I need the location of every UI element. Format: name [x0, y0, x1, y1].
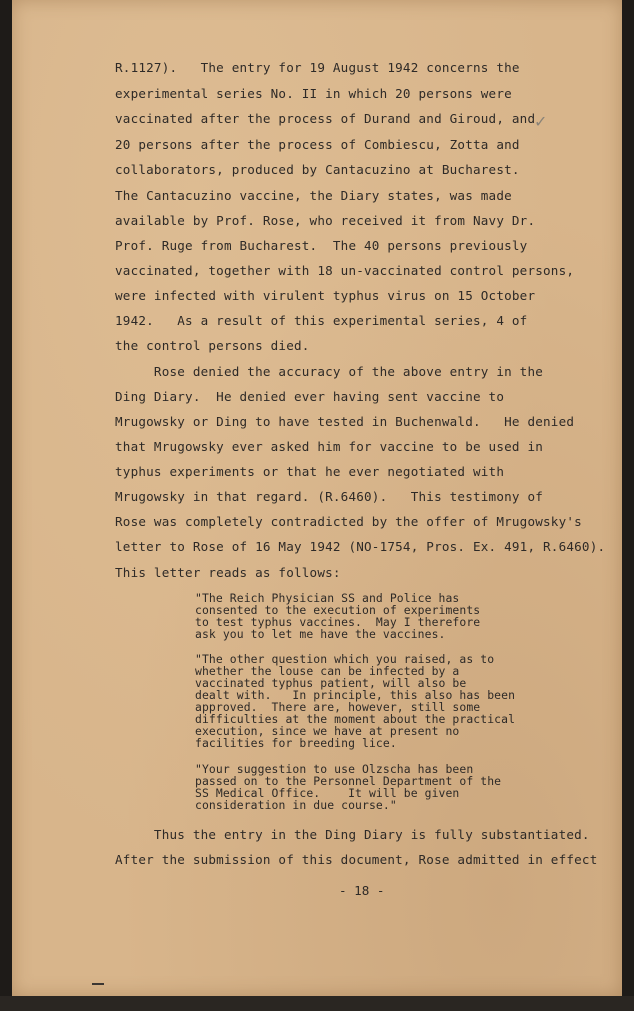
quote-line: vaccinated typhus patient, will also be [195, 676, 467, 690]
scan-border [0, 996, 634, 1011]
paragraph-line: This letter reads as follows: [115, 565, 341, 580]
quote-line: execution, since we have at present no [195, 724, 460, 738]
paragraph-line: Mrugowsky or Ding to have tested in Buchenwald. He denied [115, 414, 575, 429]
quote-line: "Your suggestion to use Olzscha has been [195, 762, 474, 776]
quote-line: whether the louse can be infected by a [195, 664, 460, 678]
paragraph-line: The Cantacuzino vaccine, the Diary states, was made [115, 188, 512, 203]
paragraph-line: experimental series No. II in which 20 persons were [115, 86, 512, 101]
paragraph-line: Rose denied the accuracy of the above entry in the [115, 364, 544, 379]
paragraph-line: Prof. Ruge from Bucharest. The 40 persons previously [115, 238, 528, 253]
paragraph-line: Mrugowsky in that regard. (R.6460). This testimony of [115, 489, 544, 504]
paragraph-line: vaccinated after the process of Durand and Giroud, and [115, 111, 536, 126]
quote-line: approved. There are, however, still some [195, 700, 481, 714]
checkmark-icon: ✓ [534, 112, 548, 131]
paragraph-line: that Mrugowsky ever asked him for vaccine to be used in [115, 439, 544, 454]
document-page [12, 0, 622, 996]
edge-mark [92, 983, 104, 985]
quote-line: dealt with. In principle, this also has been [195, 688, 516, 702]
paragraph-line: Rose was completely contradicted by the offer of Mrugowsky's [115, 514, 582, 529]
quote-line: SS Medical Office. It will be given [195, 786, 460, 800]
closing-line: After the submission of this document, Rose admitted in effect [115, 852, 598, 867]
paragraph-line: R.1127). The entry for 19 August 1942 concerns the [115, 60, 520, 75]
paragraph-line: collaborators, produced by Cantacuzino at Bucharest. [115, 162, 520, 177]
closing-line: Thus the entry in the Ding Diary is fully substantiated. [115, 827, 590, 842]
page-number: - 18 - [339, 883, 385, 898]
paragraph-line: 20 persons after the process of Combiescu, Zotta and [115, 137, 520, 152]
quote-line: consented to the execution of experiments [195, 603, 481, 617]
paragraph-line: the control persons died. [115, 338, 310, 353]
paragraph-line: Ding Diary. He denied ever having sent vaccine to [115, 389, 505, 404]
paragraph-line: were infected with virulent typhus virus on 15 October [115, 288, 536, 303]
quote-line: passed on to the Personnel Department of the [195, 774, 502, 788]
quote-line: "The Reich Physician SS and Police has [195, 591, 460, 605]
quote-line: facilities for breeding lice. [195, 736, 397, 750]
paragraph-line: available by Prof. Rose, who received it from Navy Dr. [115, 213, 536, 228]
quote-line: to test typhus vaccines. May I therefore [195, 615, 481, 629]
paragraph-line: vaccinated, together with 18 un-vaccinated control persons, [115, 263, 575, 278]
quote-line: ask you to let me have the vaccines. [195, 627, 446, 641]
paragraph-line: letter to Rose of 16 May 1942 (NO-1754, Pros. Ex. 491, R.6460). [115, 539, 606, 554]
quote-line: consideration in due course." [195, 798, 397, 812]
paragraph-line: typhus experiments or that he ever negotiated with [115, 464, 505, 479]
quote-line: difficulties at the moment about the practical [195, 712, 516, 726]
paragraph-line: 1942. As a result of this experimental series, 4 of [115, 313, 528, 328]
quote-line: "The other question which you raised, as to [195, 652, 495, 666]
